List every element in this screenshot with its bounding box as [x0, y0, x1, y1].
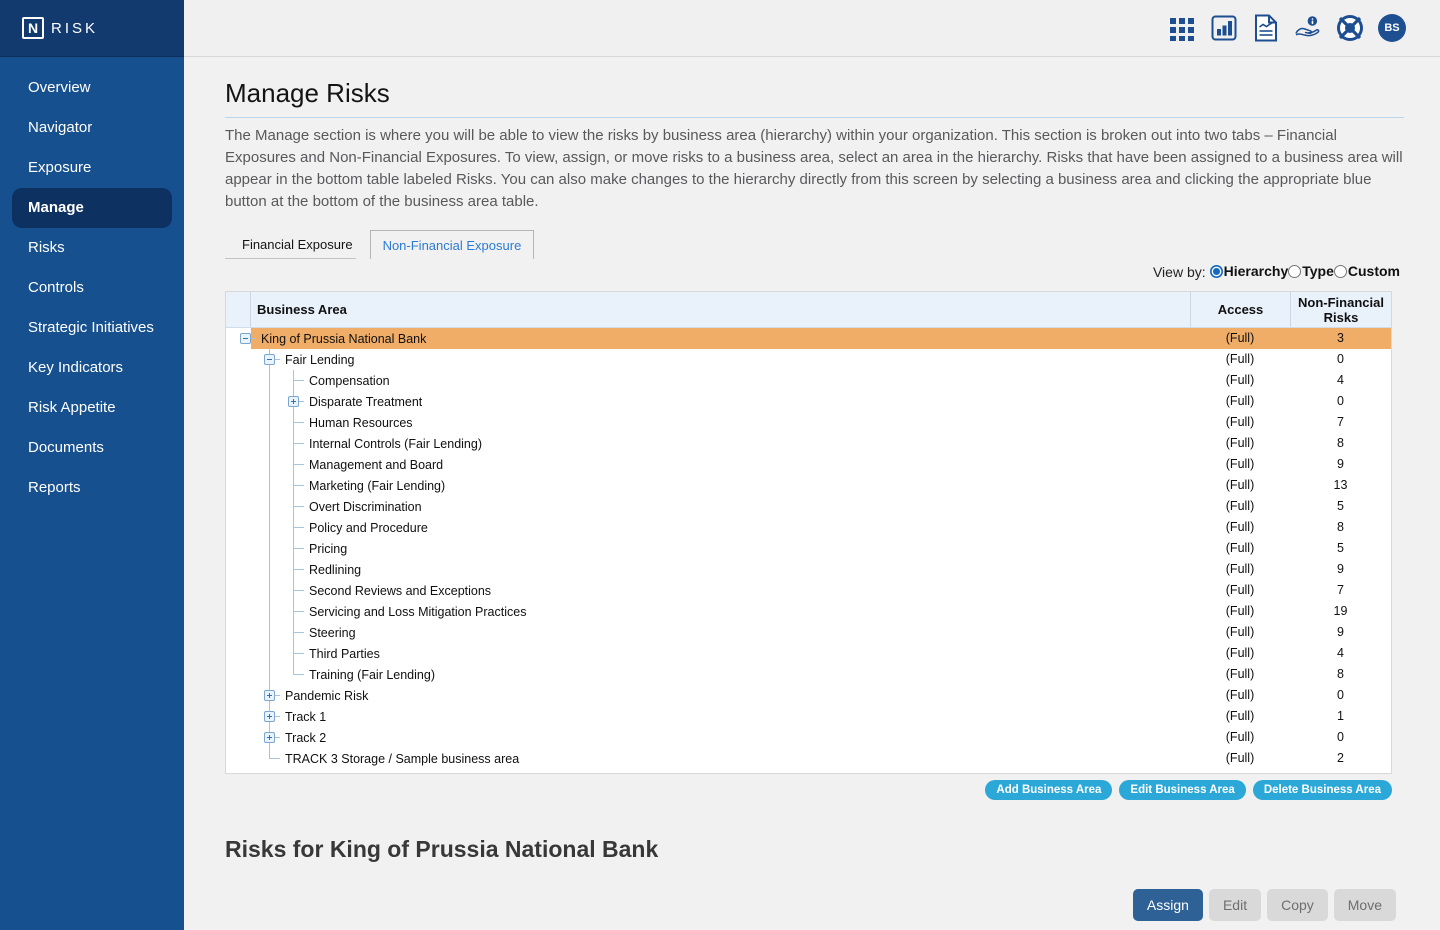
access-cell: (Full): [1225, 457, 1255, 471]
tree-connector: [282, 391, 306, 412]
page-description: The Manage section is where you will be able to view the risks by business area (hierarchy) within your organization. This section is broken out into two tabs – Financial Exposures and Non-Financial Exposures. To view, assign, or move risks to a business area, select an area in the hierarchy. Risks that have been assigned to a business area will appear in the bottom table labeled Risks. You can also make changes to the hierarchy directly from this screen by selecting a business area and clicking the appropriate blue button at the bottom of the business area table.: [225, 127, 1403, 210]
tree-indent: [258, 454, 282, 475]
tree-indent: [258, 433, 282, 454]
business-area-cell: [226, 391, 1190, 412]
business-area-label[interactable]: Fair Lending: [285, 352, 355, 367]
tree-connector: [282, 496, 306, 517]
risks-cell: 0: [1337, 688, 1344, 702]
business-area-label[interactable]: Disparate Treatment: [309, 394, 423, 409]
risks-cell: 5: [1337, 541, 1344, 555]
tree-gutter: [226, 292, 251, 327]
view-by-option-hierarchy[interactable]: Hierarchy: [1210, 263, 1289, 279]
tree-indent: [258, 622, 282, 643]
apps-grid-icon[interactable]: [1168, 14, 1196, 42]
business-area-label[interactable]: Pandemic Risk: [285, 688, 369, 703]
sidebar-item-reports[interactable]: Reports: [28, 479, 81, 496]
access-cell: (Full): [1225, 415, 1255, 429]
business-area-label[interactable]: King of Prussia National Bank: [261, 331, 427, 346]
tree-connector: [282, 643, 306, 664]
tree-indent: [234, 433, 258, 454]
business-area-label[interactable]: Steering: [309, 625, 356, 640]
business-area-actions: [225, 780, 1392, 800]
app-logo: [0, 0, 184, 57]
sidebar-item-key-indicators[interactable]: Key Indicators: [28, 359, 124, 376]
business-area-label[interactable]: Third Parties: [309, 646, 380, 661]
access-cell: (Full): [1225, 436, 1255, 450]
tree-indent: [234, 517, 258, 538]
table-row[interactable]: [226, 580, 1391, 601]
business-area-label[interactable]: Pricing: [309, 541, 348, 556]
expand-icon[interactable]: [264, 690, 275, 701]
table-row[interactable]: [226, 643, 1391, 664]
access-cell: (Full): [1225, 478, 1255, 492]
delete-business-area-button[interactable]: Delete Business Area: [1253, 780, 1392, 800]
table-row[interactable]: [226, 433, 1391, 454]
tree-indent: [258, 559, 282, 580]
tree-indent: [234, 706, 258, 727]
business-area-cell: [226, 496, 1190, 517]
business-area-cell: [226, 412, 1190, 433]
view-by-bar: [225, 262, 1400, 282]
tree-connector: [282, 370, 306, 391]
sidebar-nav: [0, 57, 184, 508]
tree-indent: [234, 454, 258, 475]
tree-indent: [258, 580, 282, 601]
tree-connector: [258, 748, 282, 769]
access-cell: (Full): [1225, 625, 1255, 639]
table-row[interactable]: [226, 370, 1391, 391]
tree-indent: [234, 622, 258, 643]
expand-icon[interactable]: [264, 732, 275, 743]
tree-connector: [282, 580, 306, 601]
table-header: [226, 292, 1391, 328]
business-area-label[interactable]: Policy and Procedure: [309, 520, 428, 535]
page-title: Manage Risks: [225, 78, 390, 108]
expand-icon[interactable]: [288, 396, 299, 407]
risks-cell: 5: [1337, 499, 1344, 513]
tree-connector: [282, 559, 306, 580]
add-business-area-button[interactable]: Add Business Area: [985, 780, 1112, 800]
business-area-label[interactable]: Track 1: [285, 709, 327, 724]
tree-connector: [258, 706, 282, 727]
table-row[interactable]: [226, 685, 1391, 706]
risks-section-title: Risks for King of Prussia National Bank: [225, 836, 659, 862]
services-info-icon[interactable]: [1294, 14, 1322, 42]
sidebar-item-risks[interactable]: Risks: [28, 239, 65, 256]
risks-cell: 0: [1337, 730, 1344, 744]
tree-indent: [234, 412, 258, 433]
tab-non-financial-exposure[interactable]: Non-Financial Exposure: [370, 230, 535, 259]
business-area-cell: [226, 475, 1190, 496]
business-area-label[interactable]: Compensation: [309, 373, 390, 388]
business-area-cell: [226, 559, 1190, 580]
help-hub-icon[interactable]: [1336, 14, 1364, 42]
table-row[interactable]: [226, 349, 1391, 370]
business-area-label[interactable]: Internal Controls (Fair Lending): [309, 436, 482, 451]
tree-indent: [234, 475, 258, 496]
business-area-cell: [226, 538, 1190, 559]
access-cell: (Full): [1225, 646, 1255, 660]
business-area-cell: [226, 664, 1190, 685]
access-cell: (Full): [1225, 352, 1255, 366]
tree-indent: [234, 349, 258, 370]
access-cell: (Full): [1225, 499, 1255, 513]
business-area-label[interactable]: TRACK 3 Storage / Sample business area: [285, 751, 520, 766]
business-area-label[interactable]: Human Resources: [309, 415, 413, 430]
copy-button[interactable]: Copy: [1267, 889, 1328, 921]
radio-icon[interactable]: [1210, 265, 1223, 278]
business-area-cell: [226, 328, 1190, 349]
sidebar-item-strategic-initiatives[interactable]: Strategic Initiatives: [28, 319, 154, 336]
access-cell: (Full): [1225, 541, 1255, 555]
risks-cell: 19: [1333, 604, 1348, 618]
tree-connector: [258, 349, 282, 370]
tree-indent: [258, 643, 282, 664]
access-cell: (Full): [1225, 604, 1255, 618]
view-by-option-type[interactable]: Type: [1288, 263, 1334, 279]
access-cell: (Full): [1225, 562, 1255, 576]
access-cell: (Full): [1225, 667, 1255, 681]
tree-indent: [234, 685, 258, 706]
tree-indent: [234, 664, 258, 685]
risks-cell: 9: [1337, 457, 1344, 471]
main-content: [184, 57, 1440, 930]
risks-cell: 1: [1337, 709, 1344, 723]
edit-business-area-button[interactable]: Edit Business Area: [1119, 780, 1245, 800]
table-row[interactable]: [226, 475, 1391, 496]
table-body: [226, 328, 1391, 773]
business-area-label[interactable]: Overt Discrimination: [309, 499, 422, 514]
tree-indent: [234, 496, 258, 517]
logo-text: RISK: [51, 19, 99, 37]
sidebar-item-documents[interactable]: Documents: [28, 439, 104, 456]
sidebar-item-navigator[interactable]: Navigator: [28, 119, 93, 136]
business-area-cell: [226, 454, 1190, 475]
move-button[interactable]: Move: [1334, 889, 1396, 921]
business-area-label[interactable]: Redlining: [309, 562, 362, 577]
tree-indent: [258, 664, 282, 685]
table-row[interactable]: [226, 391, 1391, 412]
business-area-cell: [226, 643, 1190, 664]
risks-cell: 9: [1337, 625, 1344, 639]
content-column: [184, 0, 1440, 930]
access-cell: (Full): [1225, 583, 1255, 597]
sidebar-item-overview[interactable]: Overview: [28, 79, 91, 96]
risks-cell: 8: [1337, 667, 1344, 681]
risks-cell: 3: [1337, 331, 1344, 345]
view-by-label: View by:: [1152, 264, 1206, 280]
tree-indent: [234, 538, 258, 559]
logo-n-icon: N: [22, 17, 44, 39]
tree-indent: [234, 391, 258, 412]
access-cell: (Full): [1225, 394, 1255, 408]
radio-icon[interactable]: [1288, 265, 1301, 278]
access-cell: (Full): [1225, 688, 1255, 702]
report-icon[interactable]: [1252, 14, 1280, 42]
table-row[interactable]: [226, 601, 1391, 622]
collapse-icon[interactable]: [240, 333, 251, 344]
business-area-cell: [226, 370, 1190, 391]
tree-indent: [258, 391, 282, 412]
expand-icon[interactable]: [264, 711, 275, 722]
table-row[interactable]: [226, 496, 1391, 517]
risks-cell: 7: [1337, 415, 1344, 429]
title-divider: [225, 117, 1404, 118]
risks-cell: 2: [1337, 751, 1344, 765]
table-row[interactable]: [226, 559, 1391, 580]
tree-indent: [258, 370, 282, 391]
edit-button[interactable]: Edit: [1209, 889, 1261, 921]
tree-connector: [258, 685, 282, 706]
table-row[interactable]: [226, 517, 1391, 538]
tree-indent: [258, 538, 282, 559]
business-area-label[interactable]: Second Reviews and Exceptions: [309, 583, 492, 598]
business-area-label[interactable]: Servicing and Loss Mitigation Practices: [309, 604, 527, 619]
risks-cell: 7: [1337, 583, 1344, 597]
business-area-label[interactable]: Training (Fair Lending): [309, 667, 435, 682]
tree-connector: [282, 454, 306, 475]
table-row[interactable]: [226, 664, 1391, 685]
tree-indent: [234, 643, 258, 664]
risks-cell: 0: [1337, 352, 1344, 366]
access-cell: (Full): [1225, 373, 1255, 387]
business-area-label[interactable]: Marketing (Fair Lending): [309, 478, 446, 493]
tree-connector: [282, 538, 306, 559]
column-header-risks[interactable]: Non-Financial Risks: [1290, 292, 1391, 327]
tree-connector: [282, 601, 306, 622]
tree-indent: [258, 496, 282, 517]
tree-indent: [234, 601, 258, 622]
tree-connector: [282, 664, 306, 685]
business-area-table: [225, 291, 1392, 774]
collapse-icon[interactable]: [264, 354, 275, 365]
table-row[interactable]: [226, 538, 1391, 559]
access-cell: (Full): [1225, 331, 1255, 345]
topbar: [184, 0, 1440, 57]
view-by-options: [1210, 263, 1400, 281]
sidebar-item-controls[interactable]: Controls: [28, 279, 84, 296]
tree-indent: [234, 748, 258, 769]
business-area-cell: [226, 349, 1190, 370]
risks-cell: 9: [1337, 562, 1344, 576]
risks-cell: 4: [1337, 646, 1344, 660]
radio-icon[interactable]: [1334, 265, 1347, 278]
business-area-label[interactable]: Track 2: [285, 730, 327, 745]
business-area-cell: [226, 706, 1190, 727]
access-cell: (Full): [1225, 730, 1255, 744]
tree-connector: [282, 517, 306, 538]
tree-connector: [234, 328, 258, 349]
business-area-cell: [226, 601, 1190, 622]
sidebar-item-risk-appetite[interactable]: Risk Appetite: [28, 399, 116, 416]
risks-cell: 8: [1337, 520, 1344, 534]
risks-cell: 8: [1337, 436, 1344, 450]
business-area-cell: [226, 517, 1190, 538]
tab-financial-exposure[interactable]: Financial Exposure: [242, 237, 353, 252]
tree-indent: [234, 559, 258, 580]
tree-indent: [258, 475, 282, 496]
tree-connector: [258, 727, 282, 748]
risks-cell: 4: [1337, 373, 1344, 387]
sidebar-item-exposure[interactable]: Exposure: [28, 159, 92, 176]
tree-indent: [258, 517, 282, 538]
analytics-icon[interactable]: [1210, 14, 1238, 42]
business-area-cell: [226, 685, 1190, 706]
business-area-cell: [226, 622, 1190, 643]
sidebar: [0, 0, 184, 930]
tree-indent: [234, 580, 258, 601]
sidebar-item-manage[interactable]: Manage: [12, 188, 172, 228]
tree-indent: [234, 727, 258, 748]
risks-cell: 13: [1333, 478, 1348, 492]
view-by-option-custom[interactable]: Custom: [1334, 263, 1400, 279]
table-row[interactable]: [226, 622, 1391, 643]
tree-connector: [282, 475, 306, 496]
tree-indent: [234, 370, 258, 391]
tree-connector: [282, 622, 306, 643]
column-header-access[interactable]: Access: [1190, 292, 1290, 327]
table-row[interactable]: [226, 706, 1391, 727]
tree-connector: [282, 412, 306, 433]
table-row[interactable]: [226, 727, 1391, 748]
tree-indent: [258, 412, 282, 433]
tree-connector: [282, 433, 306, 454]
table-row-selected[interactable]: [226, 328, 1391, 349]
risks-cell: 0: [1337, 394, 1344, 408]
table-row[interactable]: [226, 412, 1391, 433]
tabstrip: [225, 230, 1404, 259]
business-area-cell: [226, 748, 1190, 769]
tree-indent: [258, 601, 282, 622]
column-header-business-area[interactable]: Business Area: [257, 302, 347, 317]
table-row[interactable]: [226, 454, 1391, 475]
access-cell: (Full): [1225, 520, 1255, 534]
access-cell: (Full): [1225, 751, 1255, 765]
table-row[interactable]: [226, 748, 1391, 769]
business-area-cell: [226, 433, 1190, 454]
access-cell: (Full): [1225, 709, 1255, 723]
risk-actions: [225, 889, 1396, 921]
business-area-label[interactable]: Management and Board: [309, 457, 444, 472]
assign-button[interactable]: Assign: [1133, 889, 1203, 921]
business-area-cell: [226, 580, 1190, 601]
business-area-cell: [226, 727, 1190, 748]
user-avatar[interactable]: BS: [1378, 14, 1406, 42]
